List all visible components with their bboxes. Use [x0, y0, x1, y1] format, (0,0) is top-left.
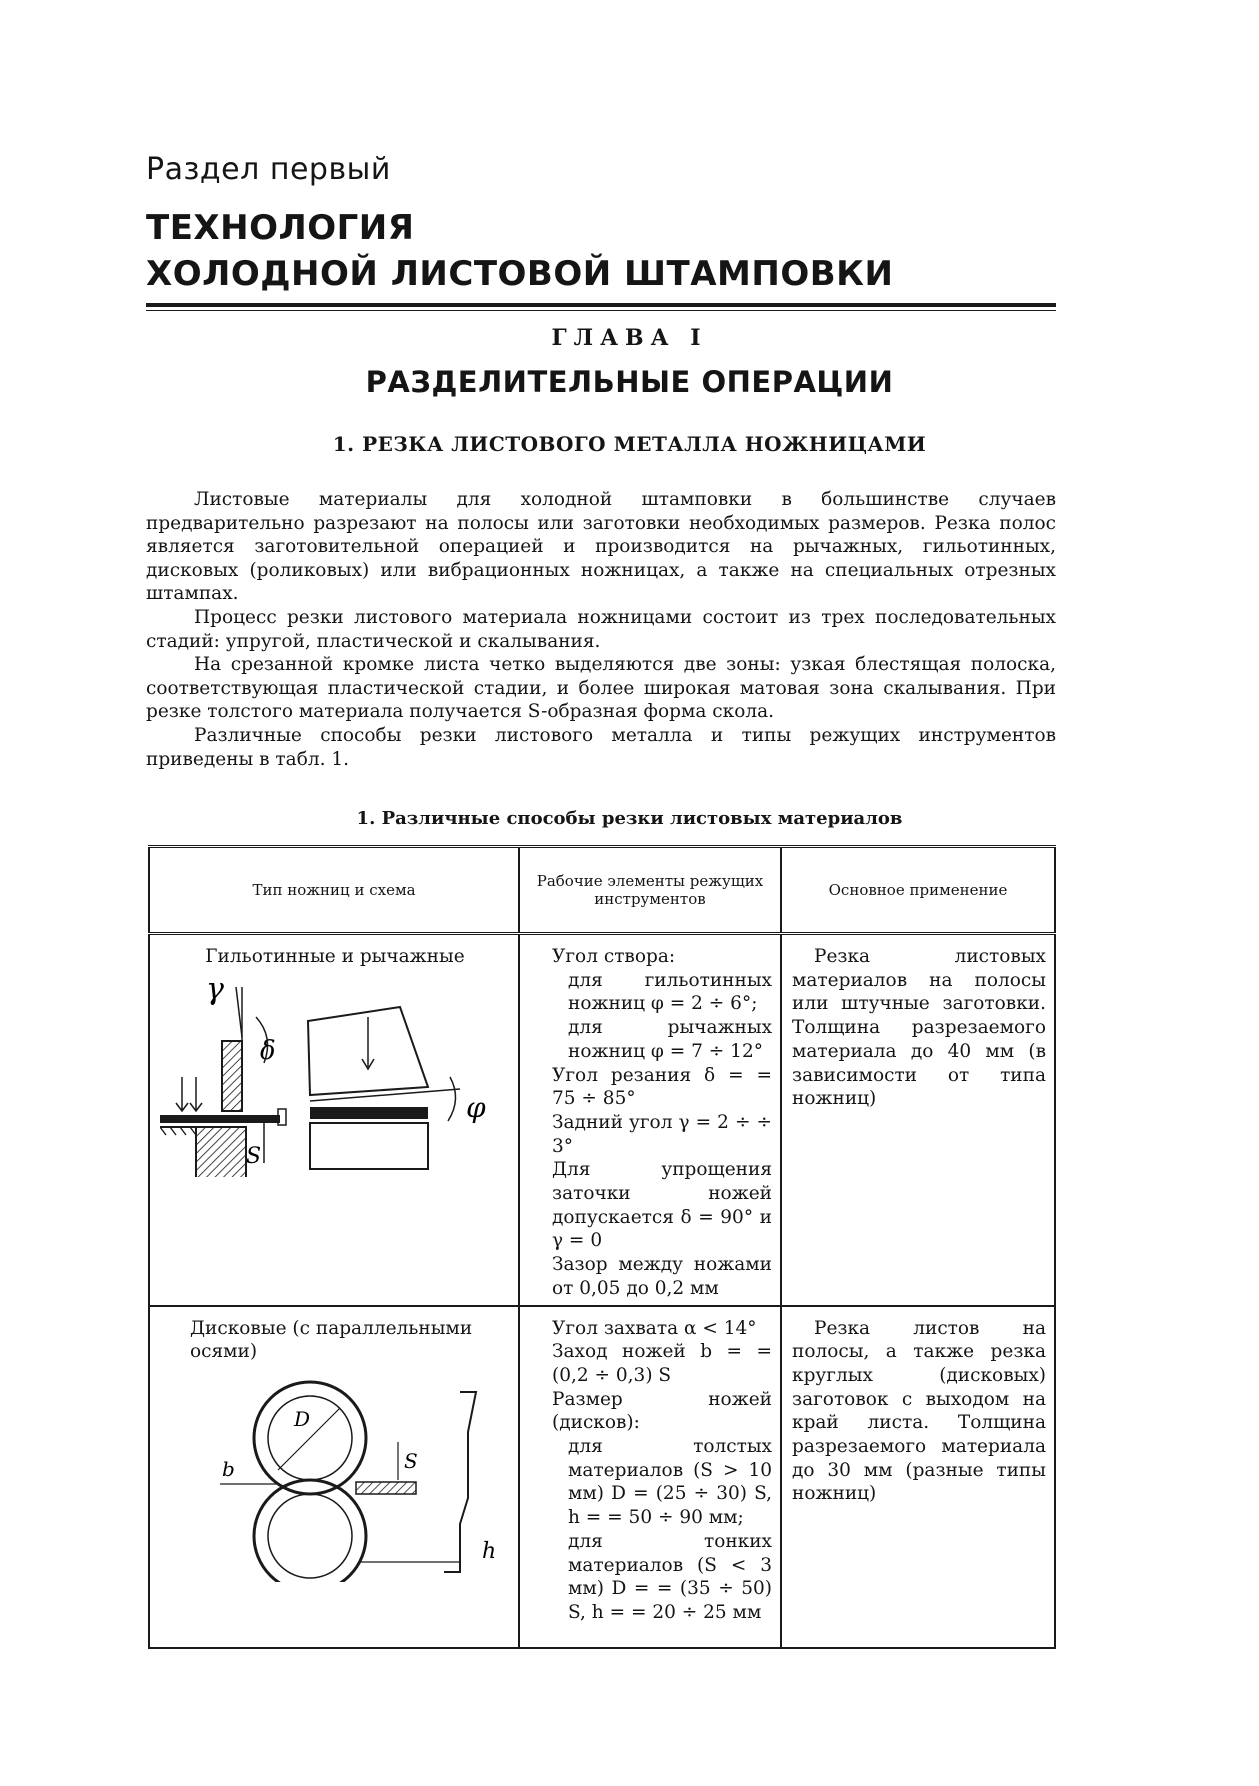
header-application: Основное применение: [781, 847, 1055, 934]
cell-elements: [519, 934, 781, 1306]
part-title: [146, 205, 893, 297]
element-line: Угол захвата α < 14°: [552, 1317, 757, 1339]
gamma-label: γ: [206, 976, 224, 1007]
paragraph: На срезанной кромке листа четко выделяются две зоны: узкая блестящая полоска, соответствующая пластической стадии, и более широкая матовая зона скалывания. При резке толстого материала получается S-образная форма скола.: [146, 654, 1056, 723]
s-label: S: [404, 1448, 418, 1473]
d-label: D: [294, 1406, 311, 1431]
cutting-methods-table: [148, 845, 1056, 1649]
element-line: Размер ножей (дисков):: [552, 1388, 772, 1434]
section-heading: 1. РЕЗКА ЛИСТОВОГО МЕТАЛЛА НОЖНИЦАМИ: [332, 432, 927, 456]
paragraph: Различные способы резки листового металла и типы режущих инструментов приведены в табл. 1.: [146, 724, 1056, 770]
b-label: b: [222, 1456, 235, 1481]
header-elements: Рабочие элементы режущих инструментов: [519, 847, 781, 934]
shear-type-title: Гильотинные и рычажные: [205, 946, 465, 967]
table-row: [149, 1306, 1055, 1648]
application-text: Резка листов на полосы, а также резка круглых (дисковых) заготовок с выходом на край листа. Толщина разрезаемого материала до 30 мм (разные типы ножниц): [792, 1317, 1046, 1505]
chapter-title: РАЗДЕЛИТЕЛЬНЫЕ ОПЕРАЦИИ: [365, 365, 894, 399]
element-line: Зазор между ножами от 0,05 до 0,2 мм: [552, 1254, 772, 1299]
element-line: для рычажных ножниц φ = 7 ÷ 12°: [568, 1017, 772, 1062]
lower-disc-inner: [268, 1494, 352, 1578]
section-kicker: Раздел первый: [146, 152, 391, 187]
paragraph: Процесс резки листового материала ножницами состоит из трех последовательных стадий: упругой, пластической и скалывания.: [146, 606, 1056, 652]
element-line: Угол створа:: [552, 946, 676, 967]
element-line: Задний угол γ = 2 ÷ ÷ 3°: [552, 1111, 772, 1157]
sheet: [160, 1115, 280, 1123]
element-line: Заход ножей b = = (0,2 ÷ 0,3) S: [552, 1341, 772, 1386]
delta-label: δ: [260, 1035, 276, 1066]
h-label: h: [482, 1538, 497, 1564]
strip: [356, 1482, 416, 1494]
cell-application: [781, 934, 1055, 1306]
part-title-line-2: ХОЛОДНОЙ ЛИСТОВОЙ ШТАМПОВКИ: [146, 254, 894, 294]
application-text: Резка листовых материалов на полосы или штучные заготовки. Толщина разрезаемого материала до 40 мм (в зависимости от типа ножниц): [792, 946, 1046, 1110]
guillotine-shear-diagram: [160, 977, 510, 1177]
chapter-label: ГЛАВА I: [551, 325, 708, 351]
part-title-line-1: ТЕХНОЛОГИЯ: [146, 208, 415, 248]
upper-blade: [222, 1041, 242, 1111]
title-rule-thin: [146, 310, 1056, 311]
body-text: [146, 488, 1056, 771]
table-caption: 1. Различные способы резки листовых материалов: [356, 808, 903, 829]
element-line: для тонких материалов (S < 3 мм) D = = (35 ÷ 50) S, h = = 20 ÷ 25 мм: [568, 1530, 772, 1623]
table-header-row: [149, 847, 1055, 934]
cell-application: [781, 1306, 1055, 1648]
table-row: [149, 934, 1055, 1306]
cell-type: [149, 1306, 519, 1648]
paragraph: Листовые материалы для холодной штамповки в большинстве случаев предварительно разрезают на полосы или заготовки необходимых размеров. Резка полос является заготовительной операцией и производится на рычажных, гильотинных, дисковых (роликовых) или вибрационных ножницах, а также на специальных отрезных штампах.: [146, 489, 1056, 605]
shear-type-title: Дисковые (с параллельными осями): [190, 1317, 473, 1363]
phi-label: φ: [466, 1090, 486, 1124]
s-label: S: [246, 1143, 262, 1169]
cell-type: [149, 934, 519, 1306]
title-rule-thick: [146, 303, 1056, 307]
element-line: для толстых материалов (S > 10 мм) D = (25 ÷ 30) S, h = = 50 ÷ 90 мм;: [568, 1436, 772, 1529]
element-line: Для упрощения заточки ножей допускается δ = 90° и γ = 0: [552, 1159, 772, 1252]
element-line: Угол резания δ = = 75 ÷ 85°: [552, 1064, 772, 1110]
header-type: Тип ножниц и схема: [149, 847, 519, 934]
element-line: для гильотинных ножниц φ = 2 ÷ 6°;: [568, 969, 772, 1015]
disc-shear-diagram: [160, 1372, 510, 1582]
lower-blade: [196, 1127, 246, 1177]
cell-elements: [519, 1306, 781, 1648]
